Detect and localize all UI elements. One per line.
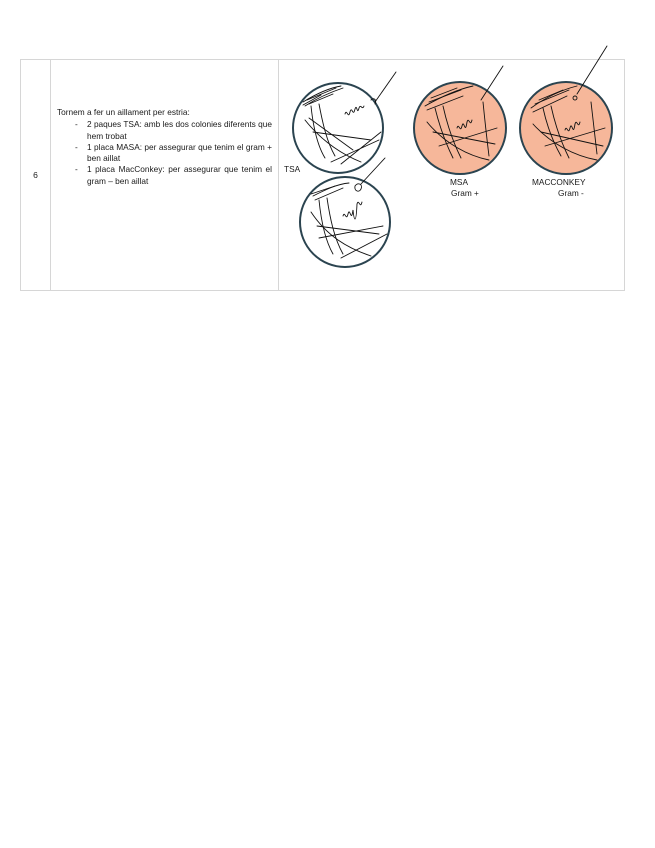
step-list — [57, 119, 272, 187]
macconkey-gram-label: Gram - — [558, 188, 584, 198]
msa-label: MSA — [450, 177, 468, 187]
macconkey-plate — [519, 46, 629, 172]
list-item-text: 1 placa MASA: per assegurar que tenim el gram + ben aillat — [87, 141, 272, 164]
tsa-plate-1 — [291, 70, 401, 170]
msa-plate — [413, 62, 523, 172]
list-item-text: 1 placa MacConkey: per assegurar que tenim el gram – ben aillat — [87, 164, 272, 186]
tsa-label: TSA — [284, 164, 301, 174]
step-number — [21, 60, 51, 290]
list-item — [57, 119, 272, 142]
macconkey-label: MACCONKEY — [532, 177, 586, 187]
list-item — [57, 164, 272, 187]
bullet-dash: - — [75, 141, 78, 152]
step-description — [51, 60, 279, 290]
bullet-dash: - — [75, 164, 78, 175]
bullet-dash: - — [75, 119, 78, 130]
list-item — [57, 142, 272, 165]
tsa-plate-2 — [297, 156, 407, 271]
protocol-table — [20, 59, 625, 291]
plate-drawings — [279, 60, 624, 290]
msa-gram-label: Gram + — [451, 188, 479, 198]
list-item-text: 2 paques TSA: amb les dos colonies diferents que hem trobat — [87, 119, 272, 141]
step-number-text: 6 — [33, 170, 38, 180]
step-intro: Tornem a fer un aillament per estria: — [57, 107, 190, 117]
